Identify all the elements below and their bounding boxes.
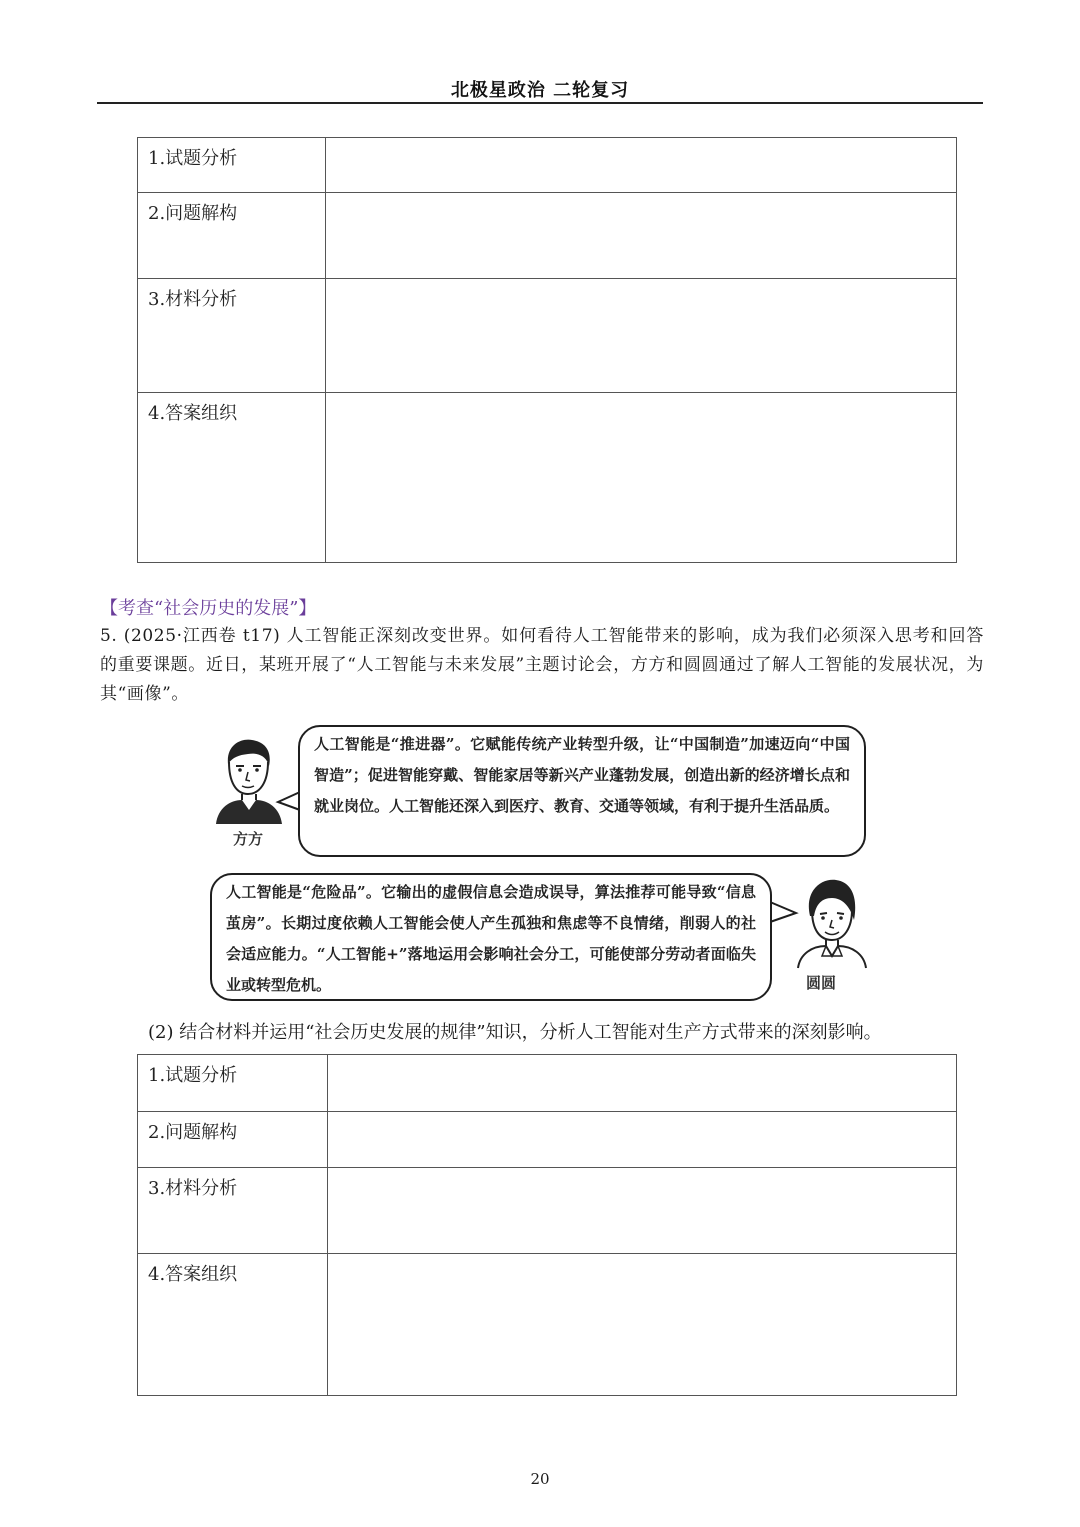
yuanyuan-speech: 人工智能是“危险品”。它输出的虚假信息会造成误导，算法推荐可能导致“信息茧房”。长期过度依赖人工智能会使人产生孤独和焦虑等不良情绪，削弱人的社会适应能力。“人工智能+”落地运用会影响社会分工，可能使部分劳动者面临失业或转型危机。	[226, 883, 756, 994]
answer-cell[interactable]	[326, 138, 957, 193]
answer-cell[interactable]	[328, 1055, 957, 1112]
question-stem: 5. (2025·江西卷 t17) 人工智能正深刻改变世界。如何看待人工智能带来的影响，成为我们必须深入思考和回答的重要课题。近日，某班开展了“人工智能与未来发展”主题讨论会，方方和圆圆通过了解人工智能的发展状况，为其“画像”。	[100, 626, 984, 704]
page-number: 20	[530, 1470, 550, 1488]
row-label: 2.问题解构	[138, 1112, 328, 1168]
answer-cell[interactable]	[326, 193, 957, 279]
fangfang-speech: 人工智能是“推进器”。它赋能传统产业转型升级，让“中国制造”加速迈向“中国智造”；促进智能穿戴、智能家居等新兴产业蓬勃发展，创造出新的经济增长点和就业岗位。人工智能还深入到医疗、教育、交通等领域，有利于提升生活品质。	[314, 735, 850, 815]
yuanyuan-speech-bubble	[210, 873, 772, 1001]
answer-cell[interactable]	[328, 1112, 957, 1168]
row-label: 4.答案组织	[138, 1254, 328, 1396]
fangfang-speech-bubble	[298, 725, 866, 857]
row-label: 3.材料分析	[138, 1168, 328, 1254]
table-row	[138, 193, 957, 279]
row-label: 1.试题分析	[138, 138, 326, 193]
fangfang-name: 方方	[233, 830, 264, 848]
table-row	[138, 1168, 957, 1254]
analysis-table-bottom	[137, 1054, 957, 1396]
table-row	[138, 279, 957, 393]
row-label: 1.试题分析	[138, 1055, 328, 1112]
row-label: 2.问题解构	[138, 193, 326, 279]
table-row	[138, 393, 957, 563]
table-row	[138, 1112, 957, 1168]
sub-question: (2) 结合材料并运用“社会历史发展的规律”知识，分析人工智能对生产方式带来的深刻影响。	[148, 1022, 882, 1043]
answer-cell[interactable]	[328, 1254, 957, 1396]
page-header-title: 北极星政治 二轮复习	[450, 80, 630, 101]
bubble-tail-fangfang	[278, 790, 300, 814]
answer-cell[interactable]	[326, 393, 957, 563]
answer-cell[interactable]	[326, 279, 957, 393]
yuanyuan-name: 圆圆	[806, 974, 837, 992]
analysis-table-top	[137, 137, 957, 563]
fangfang-portrait	[212, 734, 284, 824]
table-row	[138, 1055, 957, 1112]
yuanyuan-portrait	[792, 876, 872, 968]
table-row	[138, 138, 957, 193]
table-row	[138, 1254, 957, 1396]
row-label: 3.材料分析	[138, 279, 326, 393]
answer-cell[interactable]	[328, 1168, 957, 1254]
header-rule	[97, 102, 983, 104]
row-label: 4.答案组织	[138, 393, 326, 563]
section-heading: 【考查“社会历史的发展”】	[100, 598, 317, 619]
